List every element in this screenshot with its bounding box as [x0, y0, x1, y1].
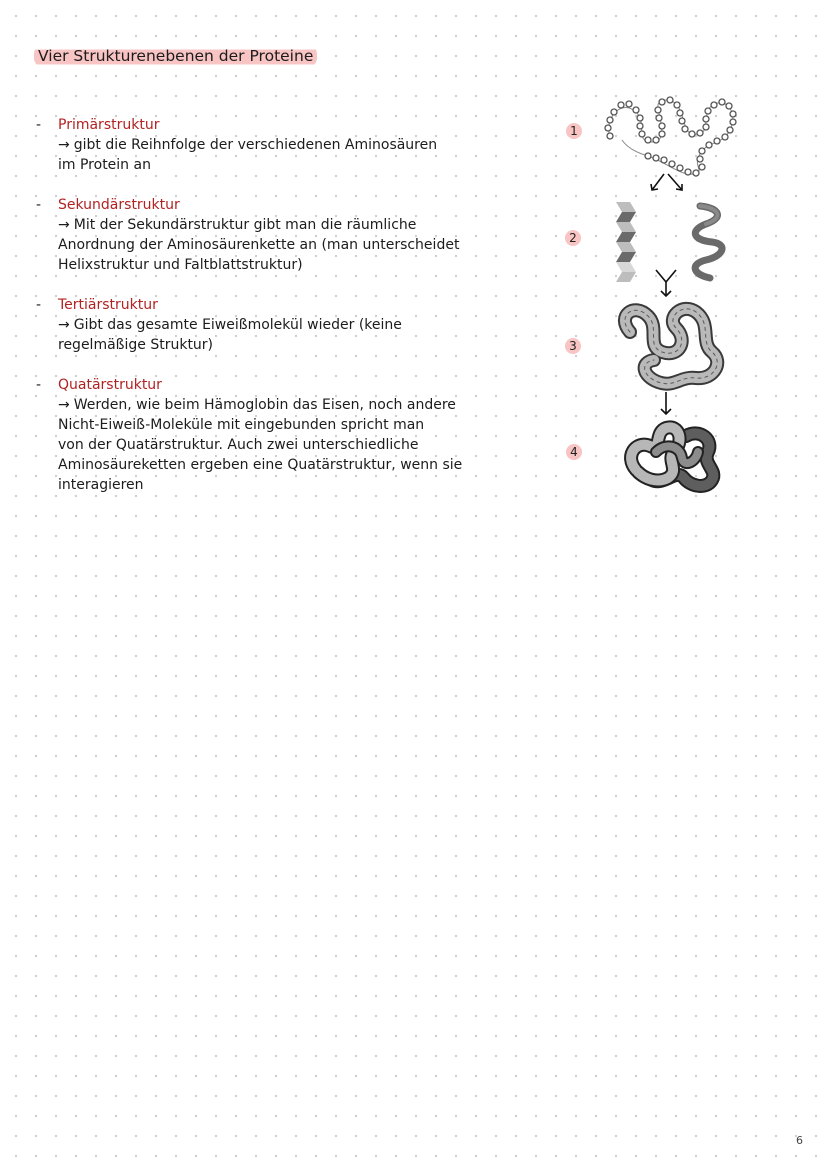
merge-arrow-icon: [656, 270, 676, 296]
down-arrow-icon: [661, 392, 671, 414]
badge-1: 1: [566, 123, 582, 139]
page-number: 6: [796, 1134, 803, 1147]
arrow-icon: →: [58, 397, 70, 413]
arrow-icon: →: [58, 217, 70, 233]
beta-sheet-icon: [616, 202, 636, 282]
badge-2: 2: [565, 230, 581, 246]
section-text: → Werden, wie beim Hämoglobin das Eisen, noch andere Nicht-Eiweiß-Moleküle mit eingebunden spricht man von der Quatärstruktur. Auch zwei unterschiedliche Aminosäureketten ergeben eine Quatärstruktur, wenn sie interagieren: [58, 397, 463, 493]
arrow-icon: →: [58, 137, 70, 153]
page-title: Vier Strukturenebenen der Proteine: [34, 45, 317, 67]
section-heading: Sekundärstruktur: [58, 197, 180, 213]
bullet-dash: -: [36, 197, 42, 213]
primary-structure-icon: [605, 97, 736, 176]
quaternary-structure-icon: [631, 427, 713, 486]
section-text: → gibt die Reihnfolge der verschiedenen Aminosäuren im Protein an: [58, 137, 438, 173]
badge-4: 4: [566, 444, 582, 460]
section-heading: Tertiärstruktur: [58, 297, 158, 313]
alpha-helix-icon: [695, 206, 722, 278]
protein-structures-illustration: [596, 90, 756, 510]
section-text: → Gibt das gesamte Eiweißmolekül wieder (keine regelmäßige Struktur): [58, 317, 402, 353]
section-text: → Mit der Sekundärstruktur gibt man die räumliche Anordnung der Aminosäurenkette an (man unterscheidet Helixstruktur und Faltblattstruktur): [58, 217, 460, 273]
bullet-dash: -: [36, 297, 42, 313]
bullet-dash: -: [36, 117, 42, 133]
section-heading: Quatärstruktur: [58, 377, 162, 393]
section-heading: Primärstruktur: [58, 117, 160, 133]
branch-arrows-icon: [651, 174, 682, 190]
arrow-icon: →: [58, 317, 70, 333]
badge-3: 3: [565, 338, 581, 354]
tertiary-structure-icon: [625, 309, 717, 384]
bullet-dash: -: [36, 377, 42, 393]
